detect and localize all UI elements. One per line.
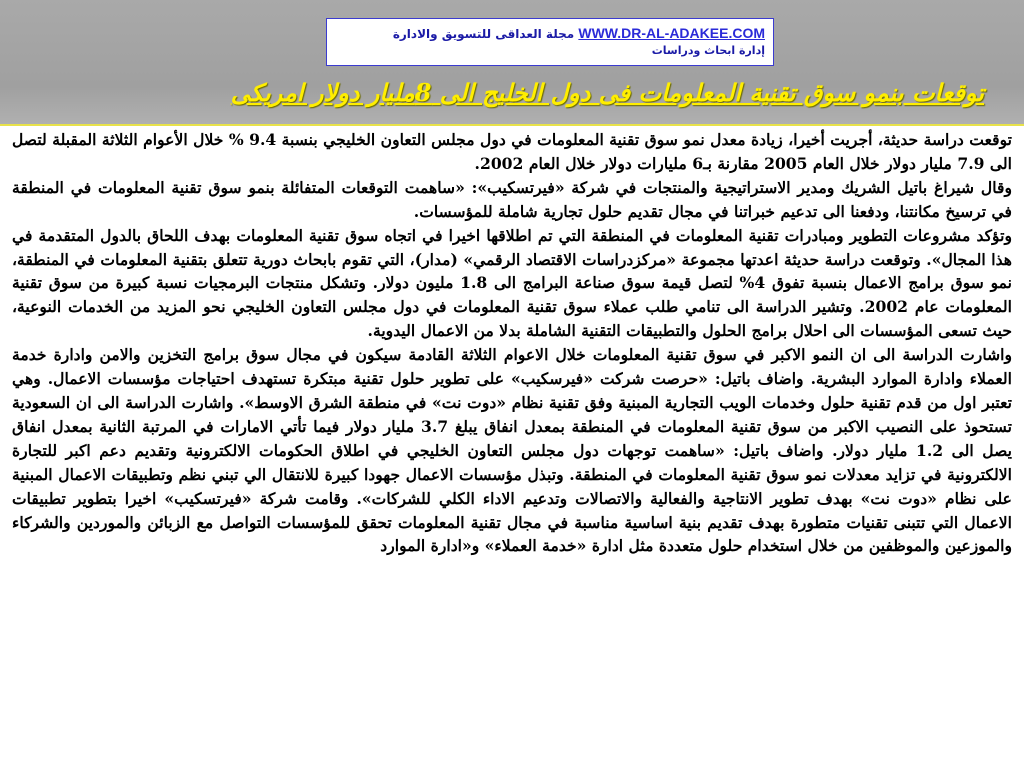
magazine-name: مجلة العداقى للتسويق والادارة xyxy=(392,27,575,41)
site-title-line xyxy=(335,25,765,43)
department-label: إدارة ابحاث ودراسات xyxy=(651,44,765,57)
article-paragraph: توقعت دراسة حديثة، أجريت أخيرا، زيادة معدل نمو سوق تقنية المعلومات في دول مجلس التعاون الخليجي بنسبة 9.4 % خلال الأعوام الثلاثة المقبلة لتصل الى 7.9 مليار دولار خلال العام 2005 مقارنة بـ6 مليارات دولار خلال العام 2002. xyxy=(12,130,1012,173)
article-paragraph: وتؤكد مشروعات التطوير ومبادرات تقنية المعلومات في المنطقة التي تم اطلاقها اخيرا في اتجاه سوق تقنية المعلومات بهدف اللحاق بالدول المتقدمة في هذا المجال». وتوقعت دراسة حديثة اعدتها مجموعة «مركزدراسات الاقتصاد الرقمي» (مدار)، التي تقوم بابحاث دورية تتعلق بتقنية المعلومات في المنطقة، نمو سوق برامج الاعمال بنسبة تفوق 4% لتصل قيمة سوق صناعة البرامج الى 1.8 مليون دولار. وتشكل منتجات البرمجيات نسبة كبيرة من سوق تقنية المعلومات عام 2002. وتشير الدراسة الى تنامي طلب عملاء سوق تقنية المعلومات في دول مجلس التعاون الخليجي نحو المزيد من الخدمات النوعية، حيث تسعى المؤسسات الى احلال برامج الحلول والتطبيقات التقنية الشاملة بدلا من الاعمال اليدوية. xyxy=(12,225,1012,341)
article-paragraph: وقال شيراغ باتيل الشريك ومدير الاستراتيجية والمنتجات في شركة «فيرتسكيب»: «ساهمت التوقعات المتفائلة بنمو سوق تقنية المعلومات في المنطقة في ترسيخ مكانتنا، ودفعنا الى تدعيم خبراتنا في مجال تقديم حلول تجارية شاملة للمؤسسات. xyxy=(12,177,1012,221)
header-band xyxy=(0,0,1024,124)
article-body xyxy=(0,126,1024,558)
page-title: توقعات بنمو سوق تقنية المعلومات فى دول الخليج الى 8مليار دولار امريكى xyxy=(230,78,984,107)
site-info-box xyxy=(326,18,774,66)
article-panel xyxy=(0,124,1024,768)
site-url-link[interactable]: WWW.DR-AL-ADAKEE.COM xyxy=(578,25,765,41)
article-paragraph: واشارت الدراسة الى ان النمو الاكبر في سوق تقنية المعلومات خلال الاعوام الثلاثة القادمة سيكون في مجال سوق برامج التخزين والامن وادارة خدمة العملاء وادارة الموارد البشرية. واضاف باتيل: «حرصت شركت «فيرسكيب» على تطوير حلول تقنية مبتكرة تستهدف احتياجات مؤسسات الاعمال. وهي تعتبر اول من قدم تقنية حلول وخدمات الويب التجارية المبنية وفق تقنية نظام «دوت نت» في منطقة الشرق الاوسط». واشارت الدراسة الى ان السعودية تستحوذ على النصيب الاكبر من سوق تقنية المعلومات في المنطقة بمعدل انفاق يبلغ 3.7 مليار دولار فيما تأتي الامارات في المرتبة الثانية بمعدل انفاق يصل الى 1.2 مليار دولار. واضاف باتيل: «ساهمت توجهات دول مجلس التعاون الخليجي في اطلاق الحكومات الالكترونية وتقديم دعم اكبر للتجارة الالكترونية في تزايد معدلات نمو سوق تقنية المعلومات في المنطقة. وتبذل مؤسسات الاعمال جهودا كبيرة للانتقال الي تبني نظم وتطبيقات الاعمال المبنية على نظام «دوت نت» بهدف تطوير الانتاجية والفعالية والاتصالات وتدعيم الاداء الكلي للشركات». وقامت شركة «فيرتسكيب» اخيرا بتطوير تطبيقات الاعمال التي تتبنى تقنيات متطورة بهدف تقديم بنية اساسية مناسبة في مجال تقنية المعلومات تحقق للمؤسسات التواصل مع الزبائن والموردين والشركاء والموزعين والموظفين من خلال استخدام حلول متعددة مثل ادارة «خدمة العملاء» و«ادارة الموارد xyxy=(12,345,1012,556)
